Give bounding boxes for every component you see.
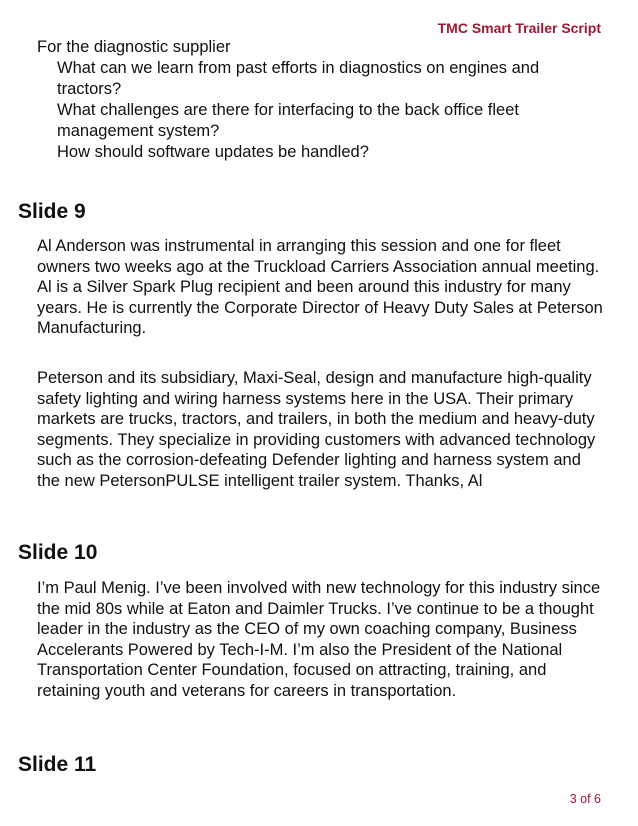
diagnostic-supplier-section bbox=[37, 37, 597, 163]
question-item: How should software updates be handled? bbox=[57, 143, 369, 161]
question-list bbox=[37, 58, 597, 163]
slide-9-paragraph-1: Al Anderson was instrumental in arranging this session and one for fleet owners two weeks ago at the Truckload Carriers Association annual meeting. Al is a Silver Spark Plug recipient and been around this industry for many years. He is currently the Corporate Director of Heavy Duty Sales at Peterson Manufacturing. bbox=[37, 237, 603, 338]
slide-10-paragraph-1: I’m Paul Menig. I’ve been involved with new technology for this industry since the mid 80s while at Eaton and Daimler Trucks. I’ve continue to be a thought leader in the industry as the CEO of my own coaching company, Business Accelerants Powered by Tech-I-M. I’m also the President of the National Transportation Center Foundation, focused on attracting, training, and retaining youth and veterans for careers in transportation. bbox=[37, 579, 601, 700]
section-lead: For the diagnostic supplier bbox=[37, 38, 231, 56]
slide-11-heading: Slide 11 bbox=[18, 753, 97, 776]
slide-9-paragraph-2: Peterson and its subsidiary, Maxi-Seal, design and manufacture high-quality safety lighting and wiring harness systems here in the USA. Their primary markets are trucks, tractors, and trailers, in both the medium and heavy-duty segments. They specialize in providing customers with advanced technology such as the corrosion-defeating Defender lighting and harness system and the new PetersonPULSE intelligent trailer system. Thanks, Al bbox=[37, 369, 596, 490]
question-item: What can we learn from past efforts in diagnostics on engines and tractors? bbox=[57, 59, 540, 98]
slide-10-heading: Slide 10 bbox=[18, 541, 98, 564]
question-item: What challenges are there for interfacing to the back office fleet management system? bbox=[57, 101, 519, 140]
page-number: 3 of 6 bbox=[569, 792, 601, 806]
document-header-title: TMC Smart Trailer Script bbox=[437, 20, 601, 36]
slide-9-heading: Slide 9 bbox=[18, 200, 86, 223]
